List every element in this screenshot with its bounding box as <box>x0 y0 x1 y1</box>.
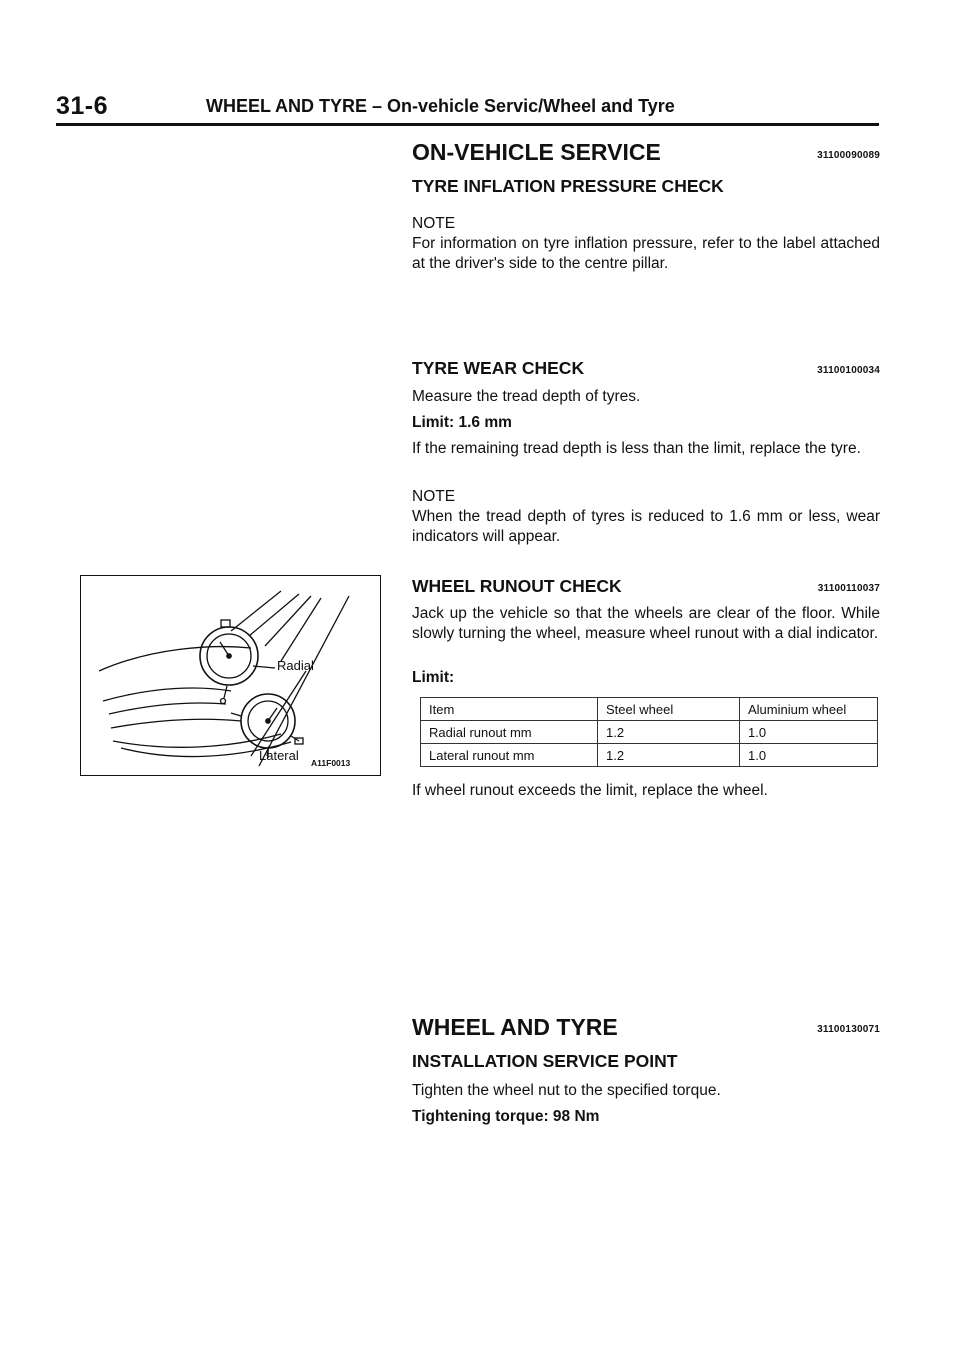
wear-text: Measure the tread depth of tyres. <box>412 388 641 405</box>
wear-limit: Limit: 1.6 mm <box>412 414 512 431</box>
runout-limit-table <box>420 697 878 767</box>
inflation-heading: TYRE INFLATION PRESSURE CHECK <box>412 176 724 196</box>
on-vehicle-service-heading: ON-VEHICLE SERVICE <box>412 139 661 165</box>
wear-code: 31100100034 <box>817 365 880 376</box>
wheel-tyre-heading: WHEEL AND TYRE <box>412 1014 618 1040</box>
on-vehicle-service-code: 31100090089 <box>817 150 880 161</box>
header-rule <box>56 123 879 126</box>
table-cell: Radial runout mm <box>421 721 598 744</box>
figure-label-radial: Radial <box>277 658 314 673</box>
table-cell: 1.0 <box>740 721 878 744</box>
runout-text: Jack up the vehicle so that the wheels are clear of the floor. While slowly turning the wheel, measure wheel runout with a dial indicator. <box>412 605 880 642</box>
page-header-title: WHEEL AND TYRE – On-vehicle Servic/Wheel and Tyre <box>206 96 675 116</box>
inflation-note-text: For information on tyre inflation pressure, refer to the label attached at the driver's side to the centre pillar. <box>412 235 880 272</box>
wear-note-label: NOTE <box>412 488 456 505</box>
table-row <box>421 721 878 744</box>
table-row <box>421 744 878 767</box>
table-header-cell: Steel wheel <box>598 698 740 721</box>
wear-note-text: When the tread depth of tyres is reduced to 1.6 mm or less, wear indicators will appear. <box>412 508 880 545</box>
wear-text-2: If the remaining tread depth is less than the limit, replace the tyre. <box>412 440 861 457</box>
table-header-cell: Aluminium wheel <box>740 698 878 721</box>
installation-service-point-heading: INSTALLATION SERVICE POINT <box>412 1051 678 1071</box>
runout-heading: WHEEL RUNOUT CHECK <box>412 576 622 596</box>
wear-heading: TYRE WEAR CHECK <box>412 358 585 378</box>
wheel-tyre-code: 31100130071 <box>817 1024 880 1035</box>
table-cell: 1.0 <box>740 744 878 767</box>
table-cell: 1.2 <box>598 721 740 744</box>
page-number: 31-6 <box>56 92 109 120</box>
table-header-cell: Item <box>421 698 598 721</box>
wheel-tyre-text: Tighten the wheel nut to the specified torque. <box>412 1082 721 1099</box>
runout-after-text: If wheel runout exceeds the limit, replace the wheel. <box>412 782 768 799</box>
runout-code: 31100110037 <box>817 583 880 594</box>
table-cell: 1.2 <box>598 744 740 767</box>
tightening-torque: Tightening torque: 98 Nm <box>412 1108 600 1125</box>
table-header-row <box>421 698 878 721</box>
table-cell: Lateral runout mm <box>421 744 598 767</box>
inflation-note-label: NOTE <box>412 215 456 232</box>
figure-code: A11F0013 <box>311 758 351 768</box>
runout-limit-label: Limit: <box>412 669 455 686</box>
runout-figure <box>80 575 381 776</box>
figure-label-lateral: Lateral <box>259 748 299 763</box>
dial-indicator-illustration <box>81 576 379 774</box>
